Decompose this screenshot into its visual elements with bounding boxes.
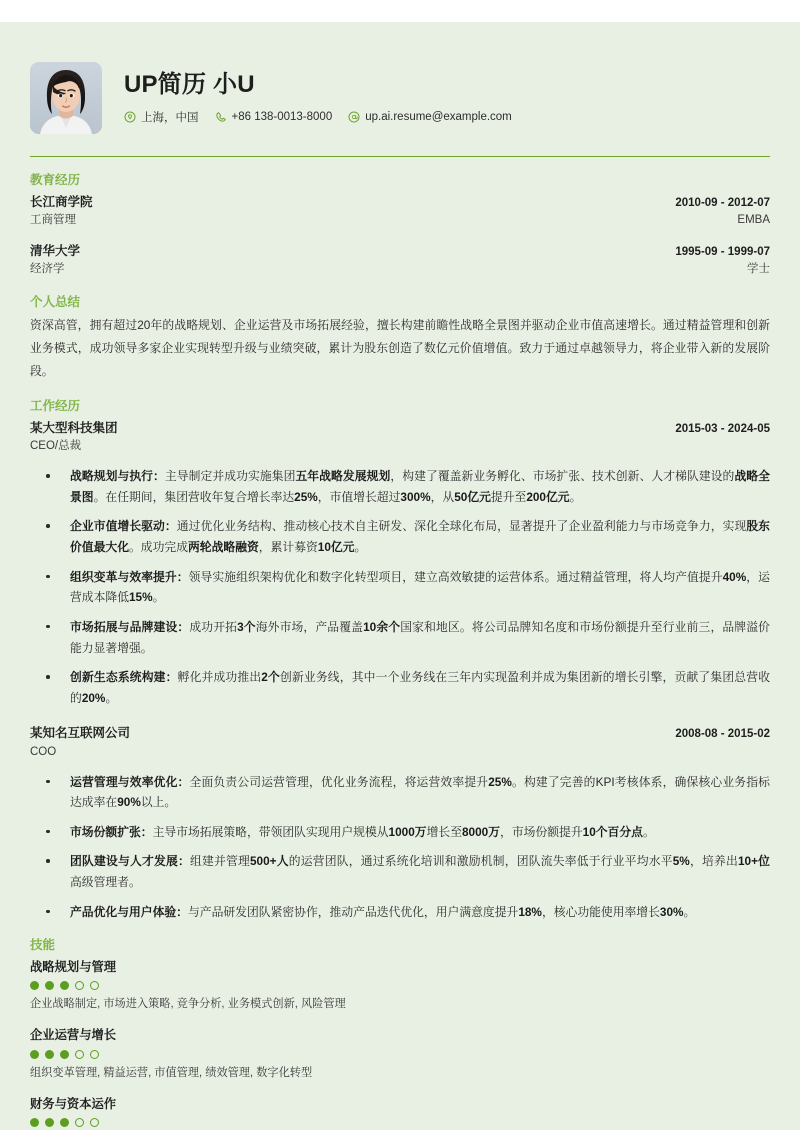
avatar-photo-icon	[30, 62, 102, 134]
skill-dot-filled	[60, 981, 69, 990]
skill-keywords: 组织变革管理, 精益运营, 市值管理, 绩效管理, 数字化转型	[30, 1066, 313, 1079]
work-bullet-item: 战略规划与执行：主导制定并成功实施集团五年战略发展规划，构建了覆盖新业务孵化、市场扩张、技术创新、人才梯队建设的战略全景图。在任期间，集团营收年复合增长率达25%，市值增长超过300%，从50亿元提升至200亿元。	[30, 466, 770, 507]
skill-dot-filled	[60, 1050, 69, 1059]
section-title-work: 工作经历	[30, 399, 81, 414]
skill-dot-filled	[30, 1118, 39, 1127]
section-title-skills: 技能	[30, 938, 56, 953]
section-summary	[30, 295, 770, 384]
avatar	[30, 62, 102, 134]
resume-page	[0, 22, 800, 1130]
header-divider	[30, 156, 770, 157]
location-pin-icon	[124, 111, 136, 123]
page-top-margin	[0, 0, 800, 22]
skill-item	[30, 958, 770, 1014]
work-bullet-item: 市场拓展与品牌建设：成功开拓3个海外市场，产品覆盖10余个国家和地区。将公司品牌知名度和市场份额提升至行业前三，品牌溢价能力显著增强。	[30, 617, 770, 658]
contact-location-text: 上海，中国	[141, 112, 199, 125]
contact-location	[124, 109, 199, 125]
education-major: 工商管理	[30, 213, 76, 226]
skill-dot-empty	[90, 1118, 99, 1127]
company-name: 某知名互联网公司	[30, 726, 131, 741]
contact-email	[348, 111, 512, 123]
skill-item	[30, 1026, 770, 1082]
contact-phone	[215, 111, 333, 123]
job-title: CEO/总裁	[30, 440, 82, 453]
education-degree: 学士	[747, 262, 770, 275]
contact-phone-text: +86 138-0013-8000	[231, 111, 333, 124]
work-bullets	[30, 466, 770, 708]
work-bullets	[30, 772, 770, 923]
skill-dot-empty	[75, 981, 84, 990]
bullet-label: 运营管理与效率优化：	[70, 774, 190, 789]
work-bullet-item: 组织变革与效率提升：领导实施组织架构优化和数字化转型项目，建立高效敏捷的运营体系。通过精益管理，将人均产值提升40%，运营成本降低15%。	[30, 567, 770, 608]
skill-level-dots	[30, 981, 770, 990]
company-name: 某大型科技集团	[30, 421, 118, 435]
education-major: 经济学	[30, 262, 65, 275]
bullet-label: 创新生态系统构建：	[70, 670, 178, 685]
work-date: 2015-03 - 2024-05	[675, 423, 770, 435]
skill-dot-filled	[45, 1050, 54, 1059]
section-education	[30, 173, 770, 279]
resume-header	[30, 22, 770, 134]
skill-dot-filled	[45, 981, 54, 990]
skill-item	[30, 1095, 770, 1127]
skills-list	[30, 958, 770, 1127]
section-skills	[30, 938, 770, 1127]
email-at-icon	[348, 111, 360, 123]
education-degree: EMBA	[737, 213, 770, 226]
bullet-label: 组织变革与效率提升：	[70, 569, 189, 584]
work-bullet-item: 团队建设与人才发展：组建并管理500+人的运营团队，通过系统化培训和激励机制，团队流失率低于行业平均水平5%，培养出10+位高级管理者。	[30, 851, 770, 892]
skill-level-dots	[30, 1050, 770, 1059]
education-date: 2010-09 - 2012-07	[675, 196, 770, 209]
skill-name: 财务与资本运作	[30, 1096, 117, 1111]
work-bullet-item: 创新生态系统构建：孵化并成功推出2个创新业务线，其中一个业务线在三年内实现盈利并成为集团新的增长引擎，贡献了集团总营收的20%。	[30, 667, 770, 708]
contact-list	[124, 109, 770, 125]
education-detail-row	[30, 212, 770, 230]
skill-dot-empty	[75, 1118, 84, 1127]
work-entry	[30, 419, 770, 708]
work-entry	[30, 724, 770, 922]
phone-icon	[215, 111, 227, 123]
work-bullet-item: 运营管理与效率优化：全面负责公司运营管理，优化业务流程，将运营效率提升25%。构建了完善的KPI考核体系，确保核心业务指标达成率在90%以上。	[30, 772, 770, 813]
skill-dot-empty	[75, 1050, 84, 1059]
education-entry-row	[30, 242, 770, 261]
work-bullet-item: 市场份额扩张：主导市场拓展策略，带领团队实现用户规模从1000万增长至8000万，市场份额提升10个百分点。	[30, 822, 770, 843]
bullet-label: 战略规划与执行：	[70, 469, 165, 484]
school-name: 长江商学院	[30, 194, 93, 209]
header-text	[124, 71, 770, 126]
skill-dot-filled	[30, 1050, 39, 1059]
education-entry	[30, 193, 770, 230]
skill-dot-filled	[45, 1118, 54, 1127]
candidate-name: UP简历 小U	[124, 70, 255, 98]
work-bullet-item: 产品优化与用户体验：与产品研发团队紧密协作，推动产品迭代优化，用户满意度提升18%，核心功能使用率增长30%。	[30, 902, 770, 923]
education-detail-row	[30, 261, 770, 279]
contact-email-text: up.ai.resume@example.com	[365, 111, 512, 124]
work-entry-row	[30, 724, 770, 743]
section-title-education: 教育经历	[30, 173, 81, 187]
section-work	[30, 399, 770, 922]
bullet-label: 产品优化与用户体验：	[70, 904, 188, 919]
skill-dot-empty	[90, 981, 99, 990]
bullet-label: 企业市值增长驱动：	[70, 519, 177, 534]
skill-name: 战略规划与管理	[30, 960, 117, 974]
skill-dot-empty	[90, 1050, 99, 1059]
bullet-label: 市场拓展与品牌建设：	[70, 619, 190, 634]
bullet-label: 团队建设与人才发展：	[70, 854, 190, 869]
skill-keywords: 企业战略制定, 市场进入策略, 竞争分析, 业务模式创新, 风险管理	[30, 998, 346, 1011]
skill-level-dots	[30, 1118, 770, 1127]
summary-text: 资深高管，拥有超过20年的战略规划、企业运营及市场拓展经验，擅长构建前瞻性战略全景图并驱动企业市值高速增长。通过精益管理和创新业务模式，成功领导多家企业实现转型升级与业绩突破，累计为股东创造了数亿元价值增值。致力于通过卓越领导力，将企业带入新的发展阶段。	[30, 318, 770, 379]
work-entry-row	[30, 419, 770, 438]
school-name: 清华大学	[30, 243, 81, 258]
section-title-summary: 个人总结	[30, 294, 81, 309]
skill-dot-filled	[60, 1118, 69, 1127]
work-date: 2008-08 - 2015-02	[675, 728, 770, 741]
skill-dot-filled	[30, 981, 39, 990]
education-entry-row	[30, 193, 770, 212]
bullet-label: 市场份额扩张：	[70, 824, 153, 839]
job-title: COO	[30, 745, 57, 758]
education-date: 1995-09 - 1999-07	[675, 245, 770, 258]
work-bullet-item: 企业市值增长驱动：通过优化业务结构、推动核心技术自主研发、深化全球化布局，显著提升了企业盈利能力与市场竞争力，实现股东价值最大化。成功完成两轮战略融资，累计募资10亿元。	[30, 516, 770, 557]
education-entry	[30, 242, 770, 279]
skill-name: 企业运营与增长	[30, 1028, 117, 1043]
